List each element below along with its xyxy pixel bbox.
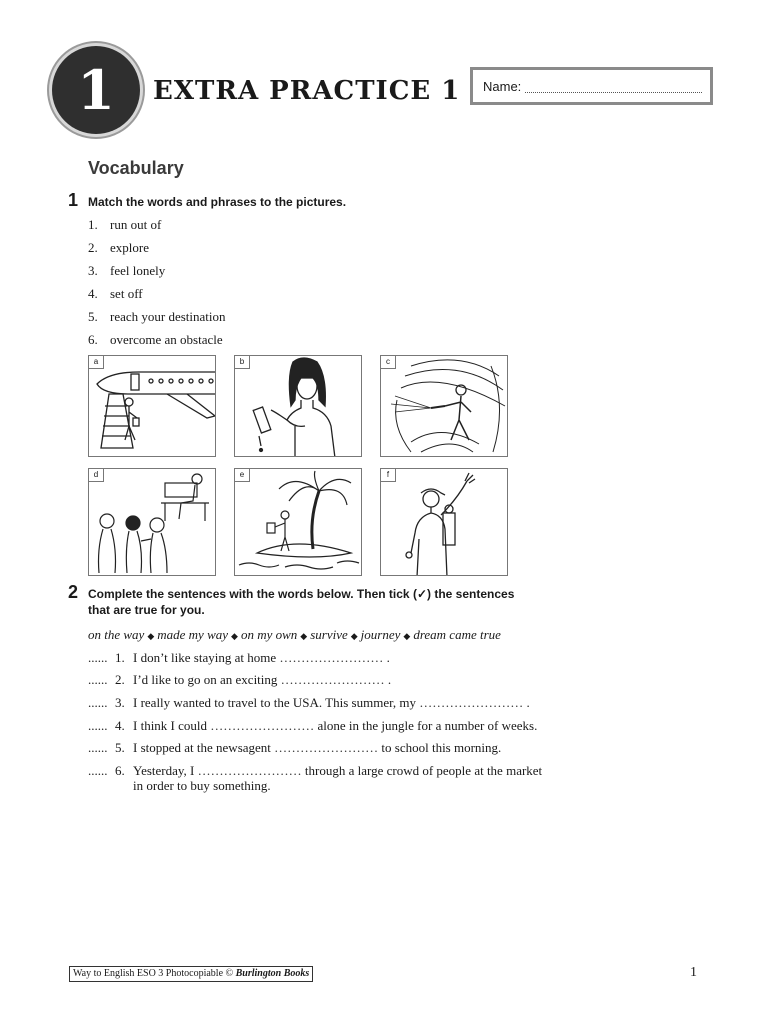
picture-a [88, 355, 216, 457]
separator-icon: ◆ [403, 631, 411, 641]
picture-b [234, 355, 362, 457]
sentence-3: ...... 3. I really wanted to travel to the USA. This summer, my …………………… . [88, 695, 530, 710]
picture-label: f [381, 469, 396, 482]
tick-blank[interactable]: ...... [88, 718, 108, 733]
picture-f [380, 468, 508, 576]
list-item: 3. feel lonely [88, 263, 166, 278]
list-item: 2. explore [88, 240, 149, 255]
sentence-4: ...... 4. I think I could …………………… alone in the jungle for a number of weeks. [88, 718, 538, 733]
woman-empty-bottle-icon [235, 356, 362, 457]
sentence-2: ...... 2. I’d like to go on an exciting …………………… . [88, 672, 392, 687]
separator-icon: ◆ [231, 631, 238, 641]
list-item: 1. run out of [88, 217, 162, 232]
list-item: 6. overcome an obstacle [88, 332, 223, 347]
answer-blank[interactable]: …………………… [280, 672, 385, 687]
word-bank: on the way ◆ made my way ◆ on my own ◆ survive ◆ journey ◆ dream came true [88, 627, 501, 642]
lonely-person-bench-icon [89, 469, 216, 576]
list-item: 4. set off [88, 286, 143, 301]
exercise-1-list [88, 217, 226, 355]
name-field[interactable] [470, 67, 713, 105]
sentence-6: ...... 6. Yesterday, I …………………… through a large crowd of people at the market in order to buy something. [88, 763, 543, 793]
tick-blank[interactable]: ...... [88, 740, 108, 755]
page-number: 1 [690, 965, 697, 980]
answer-blank[interactable]: …………………… [419, 695, 524, 710]
picture-label: d [89, 469, 104, 482]
tick-blank[interactable]: ...... [88, 650, 108, 665]
picture-d [88, 468, 216, 576]
exercise-2-number: 2 [68, 582, 79, 602]
list-item: 5. reach your destination [88, 309, 226, 324]
separator-icon: ◆ [350, 631, 358, 641]
separator-icon: ◆ [147, 631, 155, 641]
name-blank-line[interactable] [525, 80, 702, 93]
tick-blank[interactable]: ...... [88, 763, 108, 778]
name-label: Name: [483, 78, 522, 94]
unit-number-badge: 1 [52, 46, 140, 134]
publisher-logo: Burlington Books [235, 968, 310, 979]
cave-explorer-icon [381, 356, 508, 457]
sentence-5: ...... 5. I stopped at the newsagent …………………… to school this morning. [88, 740, 502, 755]
hiker-waving-icon [381, 469, 508, 576]
tick-icon: ✓ [416, 587, 428, 601]
separator-icon: ◆ [300, 631, 308, 641]
footer-credit: Way to English ESO 3 Photocopiable © Burlington Books [69, 966, 313, 982]
picture-label: b [235, 356, 250, 369]
exercise-1-instruction: Match the words and phrases to the pictures. [88, 195, 347, 209]
desert-island-palm-icon [235, 469, 362, 576]
answer-blank[interactable]: …………………… [197, 763, 302, 778]
tick-blank[interactable]: ...... [88, 695, 108, 710]
sentence-6-continuation: in order to buy something. [133, 778, 271, 793]
exercise-2-instruction: Complete the sentences with the words below. Then tick (✓) the sentences that are true for you. [88, 587, 515, 617]
page-title: EXTRA PRACTICE 1 [153, 76, 461, 106]
answer-blank[interactable]: …………………… [274, 740, 379, 755]
section-heading: Vocabulary [88, 158, 184, 178]
picture-label: a [89, 356, 104, 369]
exercise-1-number: 1 [68, 190, 79, 210]
tick-blank[interactable]: ...... [88, 672, 108, 687]
airplane-passenger-icon [89, 356, 216, 457]
picture-label: c [381, 356, 396, 369]
answer-blank[interactable]: …………………… [210, 718, 315, 733]
sentence-1: ...... 1. I don’t like staying at home …………………… . [88, 650, 390, 665]
answer-blank[interactable]: …………………… [279, 650, 384, 665]
picture-e [234, 468, 362, 576]
picture-c [380, 355, 508, 457]
picture-label: e [235, 469, 250, 482]
